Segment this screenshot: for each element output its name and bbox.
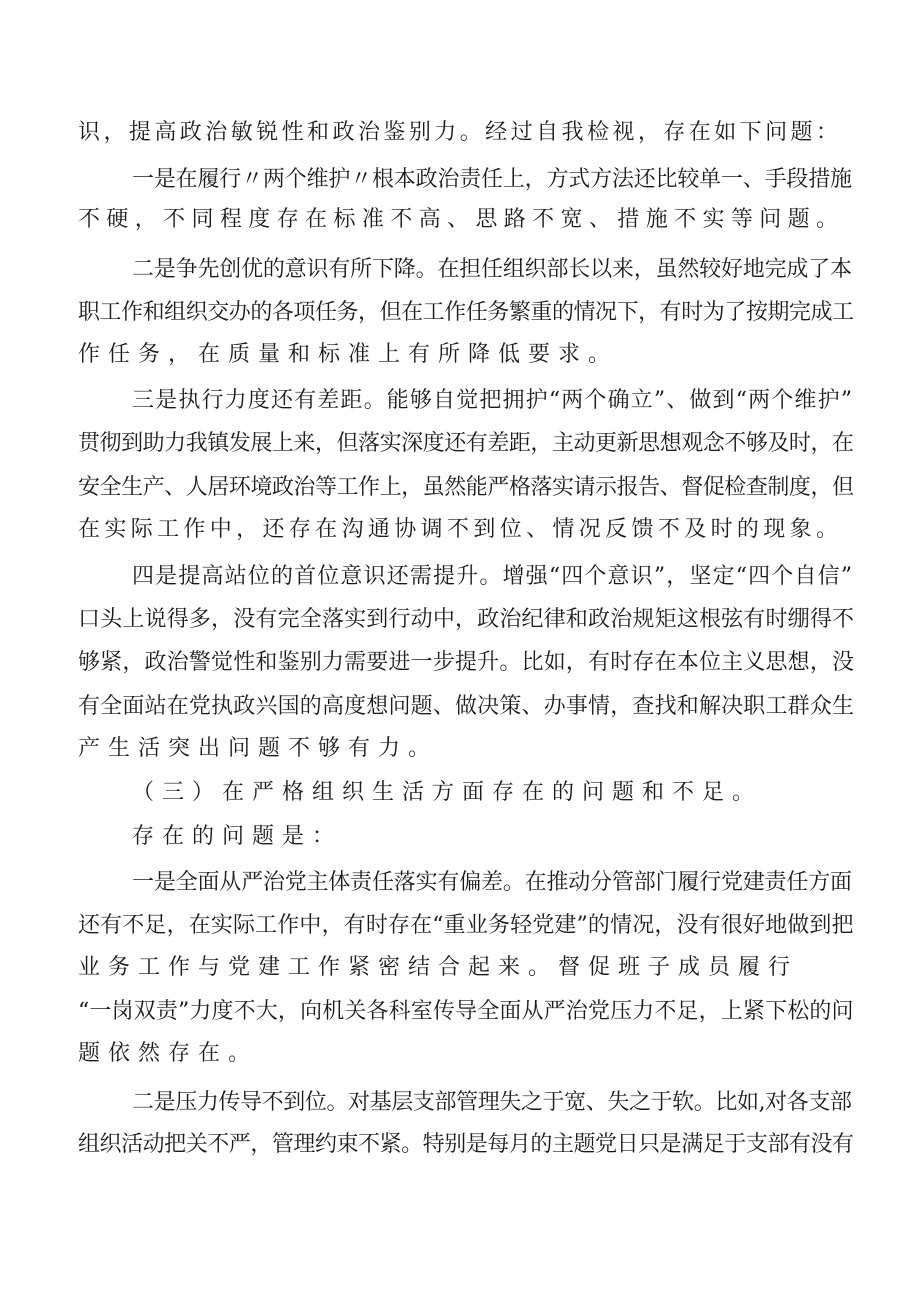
text-line: 不硬，不同程度存在标准不高、思路不宽、措施不实等问题。 [78,207,845,232]
text-line: “一岗双责”力度不大，向机关各科室传导全面从严治党压力不足，上紧下松的问 [78,999,854,1024]
text-line: 在实际工作中，还存在沟通协调不到位、情况反馈不及时的现象。 [78,517,843,542]
text-line: 题依然存在。 [78,1041,259,1066]
text-line: 安全生产、人居环境政治等工作上，虽然能严格落实请示报告、督促检查制度，但 [78,475,854,500]
text-line: 职工作和组织交办的各项任务，但在工作任务繁重的情况下，有时为了按期完成工 [78,300,854,325]
text-line: 三是执行力度还有差距。能够自觉把拥护“两个确立”、做到“两个维护” [132,388,854,413]
text-line: 够紧，政治警觉性和鉴别力需要进一步提升。比如，有时存在本位主义思想，没 [78,650,855,675]
text-line: 有全面站在党执政兴国的高度想问题、做决策、办事情，查找和解决职工群众生 [78,694,855,719]
section-heading: （三）在严格组织生活方面存在的问题和不足。 [132,780,763,805]
text-line: 识，提高政治敏锐性和政治鉴别力。经过自我检视，存在如下问题： [78,120,842,145]
text-line: 贯彻到助力我镇发展上来，但落实深度还有差距，主动更新思想观念不够及时，在 [78,431,854,456]
text-line: 组织活动把关不严，管理约束不紧。特别是每月的主题党日只是满足于支部有没有 [78,1132,854,1157]
text-line: 存在的问题是： [132,824,343,849]
text-line: 产生活突出问题不够有力。 [78,736,439,761]
text-line: 二是压力传导不到位。对基层支部管理失之于宽、失之于软。比如,对各支部 [132,1090,852,1115]
text-line: 四是提高站位的首位意识还需提升。增强“四个意识”，坚定“四个自信” [132,564,854,589]
text-line: 作任务，在质量和标准上有所降低要求。 [78,342,619,367]
text-line: 还有不足，在实际工作中，有时存在“重业务轻党建”的情况，没有很好地做到把 [78,913,854,938]
text-line: 口头上说得多，没有完全落实到行动中，政治纪律和政治规矩这根弦有时绷得不 [78,607,855,632]
text-line: 业务工作与党建工作紧密结合起来。督促班子成员履行 [78,955,799,980]
text-line: 一是在履行〃两个维护〃根本政治责任上，方式方法还比较单一、手段措施 [132,167,852,192]
text-line: 一是全面从严治党主体责任落实有偏差。在推动分管部门履行党建责任方面 [132,870,852,895]
text-line: 二是争先创优的意识有所下降。在担任组织部长以来，虽然较好地完成了本 [132,257,852,282]
